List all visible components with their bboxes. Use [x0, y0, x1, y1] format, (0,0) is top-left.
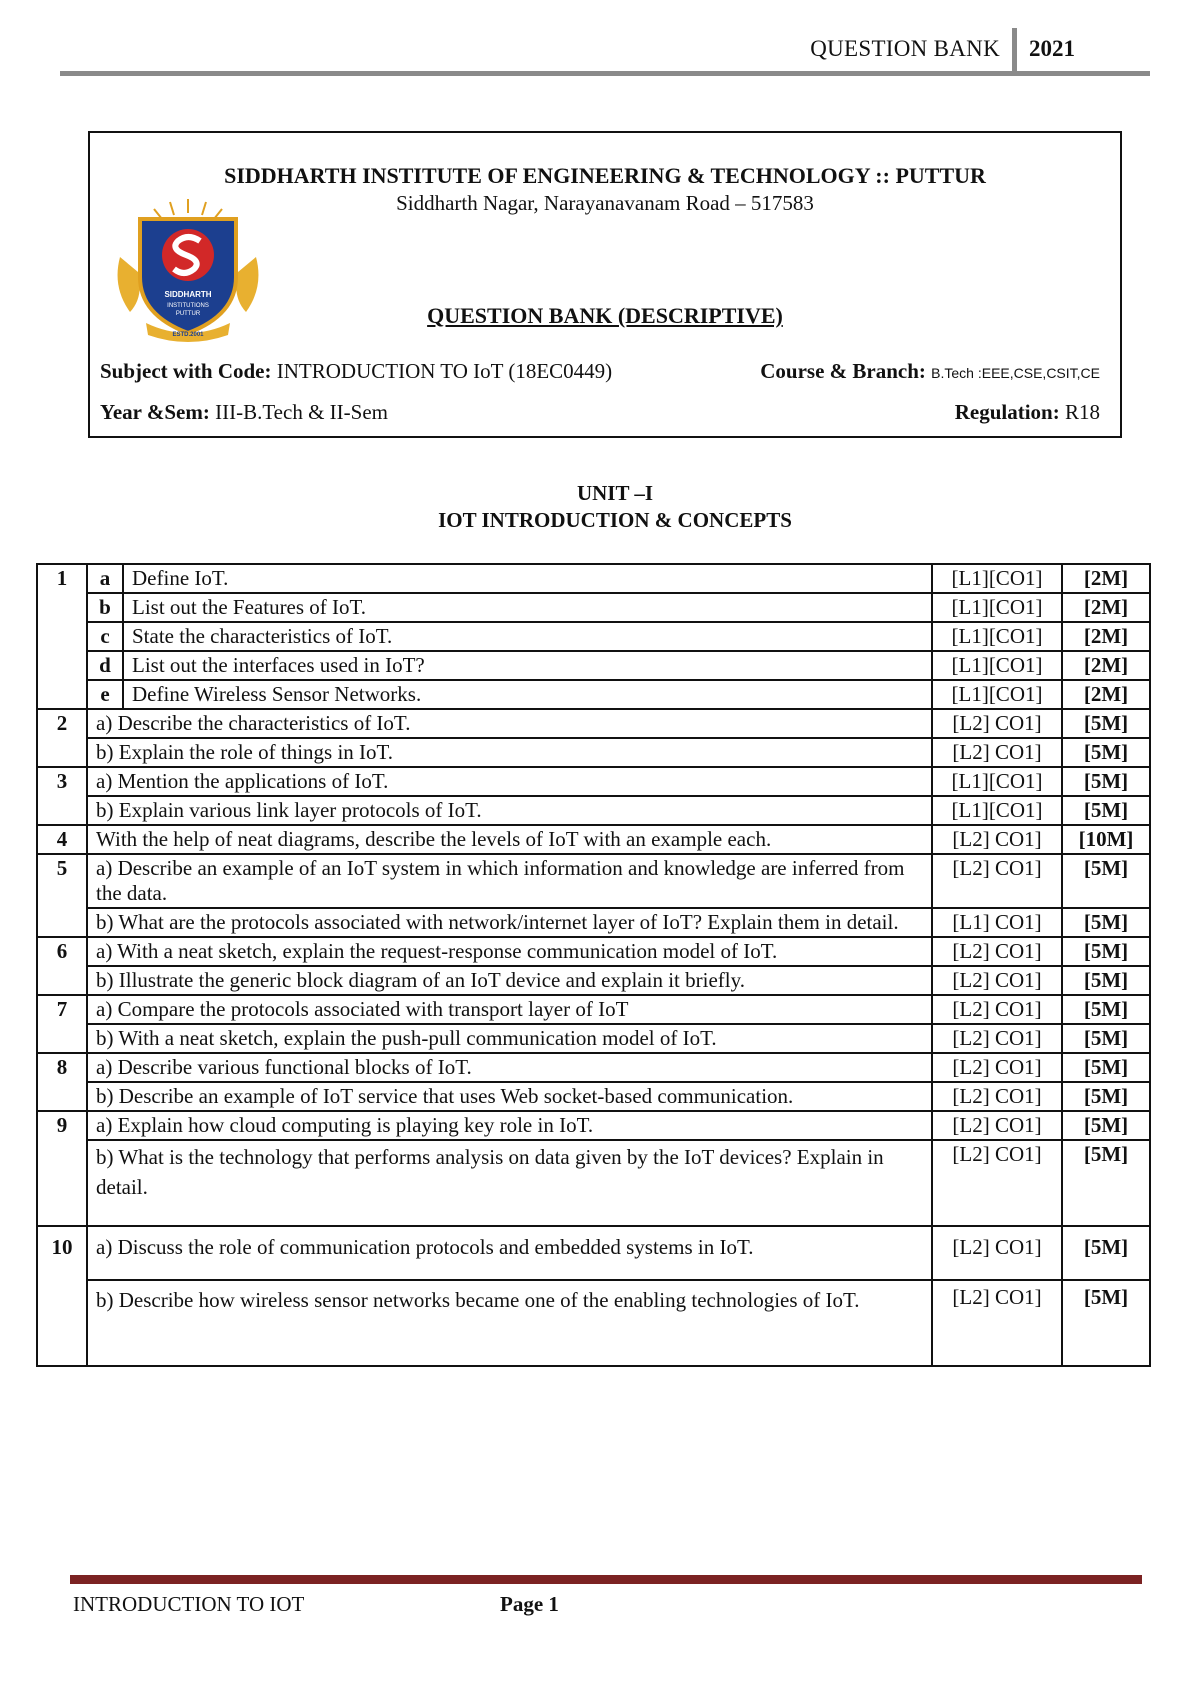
question-level: [L2] CO1] — [932, 1111, 1062, 1140]
questions-table — [36, 563, 1151, 1367]
question-marks: [5M] — [1062, 796, 1150, 825]
sub-label: e — [87, 680, 123, 709]
question-text: b) Describe an example of IoT service that uses Web socket-based communication. — [87, 1082, 932, 1111]
question-number: 2 — [37, 709, 87, 767]
question-marks: [5M] — [1062, 767, 1150, 796]
question-level: [L2] CO1] — [932, 1053, 1062, 1082]
question-text: a) Compare the protocols associated with transport layer of IoT — [87, 995, 932, 1024]
question-marks: [5M] — [1062, 1111, 1150, 1140]
unit-subtitle: IOT INTRODUCTION & CONCEPTS — [438, 508, 792, 532]
question-marks: [5M] — [1062, 709, 1150, 738]
question-text: a) With a neat sketch, explain the request-response communication model of IoT. — [87, 937, 932, 966]
institute-header-box — [88, 131, 1122, 438]
question-marks: [2M] — [1062, 651, 1150, 680]
question-level: [L1][CO1] — [932, 593, 1062, 622]
question-text: Define Wireless Sensor Networks. — [123, 680, 932, 709]
regulation-label: Regulation: — [954, 400, 1060, 424]
table-row — [37, 1280, 1150, 1366]
question-text: List out the Features of IoT. — [123, 593, 932, 622]
question-text: b) Explain the role of things in IoT. — [87, 738, 932, 767]
table-row — [37, 966, 1150, 995]
question-level: [L2] CO1] — [932, 1226, 1062, 1280]
year-value: III-B.Tech & II-Sem — [215, 400, 388, 424]
question-number: 7 — [37, 995, 87, 1053]
question-text: a) Mention the applications of IoT. — [87, 767, 932, 796]
table-row — [37, 593, 1150, 622]
question-marks: [5M] — [1062, 937, 1150, 966]
logo-text-3: PUTTUR — [175, 311, 201, 317]
question-level: [L1] CO1] — [932, 908, 1062, 937]
logo-rays — [154, 199, 222, 219]
institute-name: SIDDHARTH INSTITUTE OF ENGINEERING & TECHNOLOGY :: PUTTUR — [224, 163, 986, 188]
table-row — [37, 738, 1150, 767]
question-text: List out the interfaces used in IoT? — [123, 651, 932, 680]
subject-value: INTRODUCTION TO IoT (18EC0449) — [276, 359, 613, 383]
question-text: b) With a neat sketch, explain the push-pull communication model of IoT. — [87, 1024, 932, 1053]
question-level: [L2] CO1] — [932, 937, 1062, 966]
question-text: b) Illustrate the generic block diagram of an IoT device and explain it briefly. — [87, 966, 932, 995]
table-row — [37, 1082, 1150, 1111]
question-level: [L1][CO1] — [932, 622, 1062, 651]
question-marks: [2M] — [1062, 593, 1150, 622]
footer-subject: INTRODUCTION TO IOT — [73, 1592, 305, 1616]
footer-page-number: Page 1 — [500, 1592, 559, 1616]
question-number: 5 — [37, 854, 87, 937]
question-number: 3 — [37, 767, 87, 825]
question-marks: [5M] — [1062, 1053, 1150, 1082]
sub-label: d — [87, 651, 123, 680]
logo-text-2: INSTITUTIONS — [167, 303, 209, 309]
question-level: [L1][CO1] — [932, 680, 1062, 709]
page-header — [60, 26, 1150, 76]
question-marks: [5M] — [1062, 966, 1150, 995]
table-row — [37, 651, 1150, 680]
table-row — [37, 564, 1150, 593]
header-rule — [60, 71, 1150, 76]
document-title: QUESTION BANK (DESCRIPTIVE) — [427, 303, 783, 328]
table-row — [37, 1111, 1150, 1140]
question-number: 4 — [37, 825, 87, 854]
question-number: 6 — [37, 937, 87, 995]
question-marks: [5M] — [1062, 854, 1150, 908]
question-text: With the help of neat diagrams, describe the levels of IoT with an example each. — [87, 825, 932, 854]
question-level: [L2] CO1] — [932, 1140, 1062, 1226]
year-line — [100, 400, 388, 425]
question-text: a) Discuss the role of communication protocols and embedded systems in IoT. — [87, 1226, 932, 1280]
question-marks: [5M] — [1062, 1024, 1150, 1053]
question-marks: [2M] — [1062, 622, 1150, 651]
question-level: [L2] CO1] — [932, 825, 1062, 854]
table-row — [37, 1053, 1150, 1082]
table-row — [37, 709, 1150, 738]
regulation-value: R18 — [1064, 400, 1100, 424]
sub-label: c — [87, 622, 123, 651]
question-marks: [5M] — [1062, 1226, 1150, 1280]
course-label: Course & Branch: — [760, 359, 926, 383]
question-text: a) Describe an example of an IoT system in which information and knowledge are inferred from the data. — [87, 854, 932, 908]
question-text: State the characteristics of IoT. — [123, 622, 932, 651]
question-number: 9 — [37, 1111, 87, 1226]
question-level: [L2] CO1] — [932, 1280, 1062, 1366]
table-row — [37, 854, 1150, 908]
table-row — [37, 622, 1150, 651]
question-level: [L2] CO1] — [932, 709, 1062, 738]
question-number: 10 — [37, 1226, 87, 1366]
table-row — [37, 767, 1150, 796]
header-title: QUESTION BANK — [810, 36, 1000, 61]
table-row — [37, 995, 1150, 1024]
table-row — [37, 796, 1150, 825]
question-marks: [5M] — [1062, 908, 1150, 937]
year-label: Year &Sem: — [100, 400, 210, 424]
table-row — [37, 825, 1150, 854]
question-marks: [5M] — [1062, 995, 1150, 1024]
question-level: [L2] CO1] — [932, 966, 1062, 995]
question-marks: [2M] — [1062, 680, 1150, 709]
question-marks: [10M] — [1062, 825, 1150, 854]
question-marks: [2M] — [1062, 564, 1150, 593]
regulation-line — [955, 400, 1100, 425]
question-marks: [5M] — [1062, 1280, 1150, 1366]
unit-title: UNIT –I — [576, 481, 654, 505]
question-text: Define IoT. — [123, 564, 932, 593]
question-level: [L1][CO1] — [932, 564, 1062, 593]
question-text: b) Explain various link layer protocols of IoT. — [87, 796, 932, 825]
logo-text-4: ESTD.2001 — [172, 332, 204, 338]
logo-text-1: SIDDHARTH — [164, 290, 212, 299]
question-text: b) What is the technology that performs analysis on data given by the IoT devices? Explain in detail. — [87, 1140, 932, 1226]
question-number: 8 — [37, 1053, 87, 1111]
table-row — [37, 1226, 1150, 1280]
subject-label: Subject with Code: — [100, 359, 272, 383]
subject-line — [100, 359, 612, 384]
institute-address: Siddharth Nagar, Narayanavanam Road – 517583 — [396, 191, 814, 215]
question-level: [L2] CO1] — [932, 995, 1062, 1024]
question-text: b) Describe how wireless sensor networks became one of the enabling technologies of IoT. — [87, 1280, 932, 1366]
unit-heading — [0, 480, 1200, 534]
question-marks: [5M] — [1062, 1140, 1150, 1226]
question-marks: [5M] — [1062, 1082, 1150, 1111]
course-value: B.Tech :EEE,CSE,CSIT,CE — [931, 365, 1100, 381]
course-line — [760, 359, 1100, 384]
header-separator — [1012, 28, 1017, 72]
question-level: [L1][CO1] — [932, 796, 1062, 825]
table-row — [37, 908, 1150, 937]
question-marks: [5M] — [1062, 738, 1150, 767]
question-level: [L1][CO1] — [932, 651, 1062, 680]
question-number: 1 — [37, 564, 87, 709]
sub-label: b — [87, 593, 123, 622]
table-row — [37, 680, 1150, 709]
question-level: [L2] CO1] — [932, 1082, 1062, 1111]
question-level: [L2] CO1] — [932, 854, 1062, 908]
question-text: b) What are the protocols associated with network/internet layer of IoT? Explain them in detail. — [87, 908, 932, 937]
header-year: 2021 — [1029, 36, 1075, 61]
question-text: a) Explain how cloud computing is playing key role in IoT. — [87, 1111, 932, 1140]
table-row — [37, 1140, 1150, 1226]
question-level: [L2] CO1] — [932, 738, 1062, 767]
sub-label: a — [87, 564, 123, 593]
question-level: [L1][CO1] — [932, 767, 1062, 796]
footer-bar — [70, 1575, 1142, 1584]
table-row — [37, 1024, 1150, 1053]
question-level: [L2] CO1] — [932, 1024, 1062, 1053]
table-row — [37, 937, 1150, 966]
question-text: a) Describe various functional blocks of IoT. — [87, 1053, 932, 1082]
question-text: a) Describe the characteristics of IoT. — [87, 709, 932, 738]
